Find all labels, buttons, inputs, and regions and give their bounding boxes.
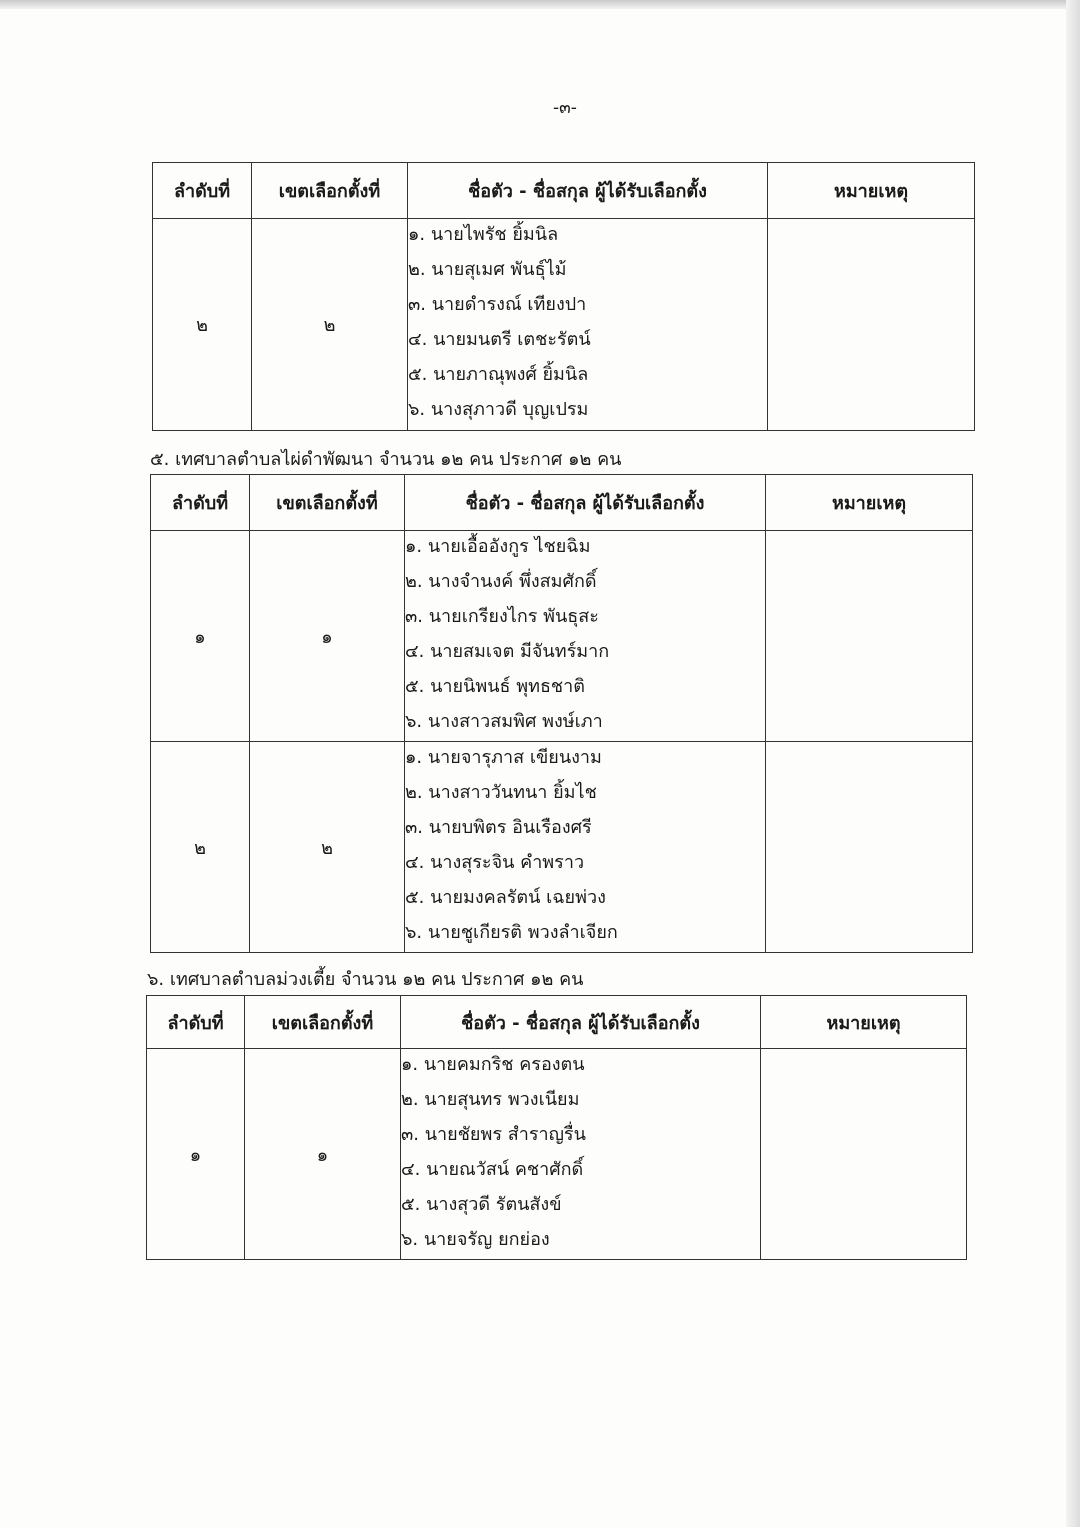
names-cell [405,742,766,953]
header-name: ชื่อตัว - ชื่อสกุล ผู้ได้รับเลือกตั้ง [408,163,768,219]
member-name: ๕. นายภาณุพงศ์ ยิ้มนิล [408,364,589,385]
names-cell [408,219,768,431]
member-name: ๓. นายชัยพร สำราญรื่น [401,1124,586,1145]
member-name: ๖. นายจรัญ ยกย่อง [401,1229,550,1250]
row-district: ๑ [245,1049,401,1260]
member-name: ๒. นางสาววันทนา ยิ้มไช [405,782,597,803]
header-remark: หมายเหตุ [768,163,975,219]
member-name: ๑. นายคมกริช ครองตน [401,1054,585,1075]
row-order: ๒ [153,219,252,431]
header-order: ลำดับที่ [153,163,252,219]
table-header-row [151,475,973,531]
section-5-title: ๕. เทศบาลตำบลไผ่ดำพัฒนา จำนวน ๑๒ คน ประกาศ ๑๒ คน [150,449,622,470]
row-district: ๑ [250,531,405,742]
row-order: ๒ [151,742,250,953]
section-6-title: ๖. เทศบาลตำบลม่วงเตี้ย จำนวน ๑๒ คน ประกาศ ๑๒ คน [147,969,584,990]
names-cell [401,1049,761,1260]
member-name: ๑. นายไพรัช ยิ้มนิล [408,224,559,245]
member-name: ๒. นางจำนงค์ พึ่งสมศักดิ์ [405,571,597,592]
member-name: ๔. นางสุระจิน คำพราว [405,852,585,873]
member-name: ๓. นายบพิตร อินเรืองศรี [405,817,592,838]
table-row [153,219,975,431]
names-cell [405,531,766,742]
member-name: ๒. นายสุเมศ พันธุ์ไม้ [408,259,567,280]
row-remark [766,742,973,953]
member-name: ๑. นายเอื้ออังกูร ไชยฉิม [405,536,591,557]
member-name: ๖. นายชูเกียรติ พวงลำเจียก [405,922,618,943]
results-table-section-6 [146,995,967,1260]
row-remark [766,531,973,742]
results-table-section-5 [150,474,973,953]
member-name: ๔. นายณวัสน์ คชาศักดิ์ [401,1159,584,1180]
scan-edge-right [1066,0,1080,1527]
results-table-1 [152,162,975,431]
member-name: ๑. นายจารุภาส เขียนงาม [405,747,602,768]
header-district: เขตเลือกตั้งที่ [245,996,401,1049]
header-name: ชื่อตัว - ชื่อสกุล ผู้ได้รับเลือกตั้ง [405,475,766,531]
table-header-row [147,996,967,1049]
row-district: ๒ [252,219,408,431]
member-name: ๕. นายมงคลรัตน์ เฉยพ่วง [405,887,606,908]
member-name: ๔. นายสมเจต มีจันทร์มาก [405,641,610,662]
scan-edge-top [0,0,1080,9]
row-order: ๑ [147,1049,245,1260]
row-remark [768,219,975,431]
member-name: ๔. นายมนตรี เตชะรัตน์ [408,329,591,350]
member-name: ๒. นายสุนทร พวงเนียม [401,1089,580,1110]
table-row [147,1049,967,1260]
member-name: ๓. นายเกรียงไกร พันธุสะ [405,606,599,627]
row-order: ๑ [151,531,250,742]
page-number: -๓- [553,98,577,118]
row-remark [761,1049,967,1260]
header-remark: หมายเหตุ [761,996,967,1049]
member-name: ๓. นายดำรงณ์ เทียงปา [408,294,587,315]
header-remark: หมายเหตุ [766,475,973,531]
header-order: ลำดับที่ [147,996,245,1049]
header-district: เขตเลือกตั้งที่ [250,475,405,531]
table-row [151,531,973,742]
member-name: ๕. นางสุวดี รัตนสังข์ [401,1194,562,1215]
header-order: ลำดับที่ [151,475,250,531]
member-name: ๕. นายนิพนธ์ พุทธชาติ [405,676,585,697]
header-district: เขตเลือกตั้งที่ [252,163,408,219]
table-row [151,742,973,953]
header-name: ชื่อตัว - ชื่อสกุล ผู้ได้รับเลือกตั้ง [401,996,761,1049]
member-name: ๖. นางสาวสมพิศ พงษ์เภา [405,711,603,732]
table-header-row [153,163,975,219]
member-name: ๖. นางสุภาวดี บุญเปรม [408,399,589,420]
row-district: ๒ [250,742,405,953]
